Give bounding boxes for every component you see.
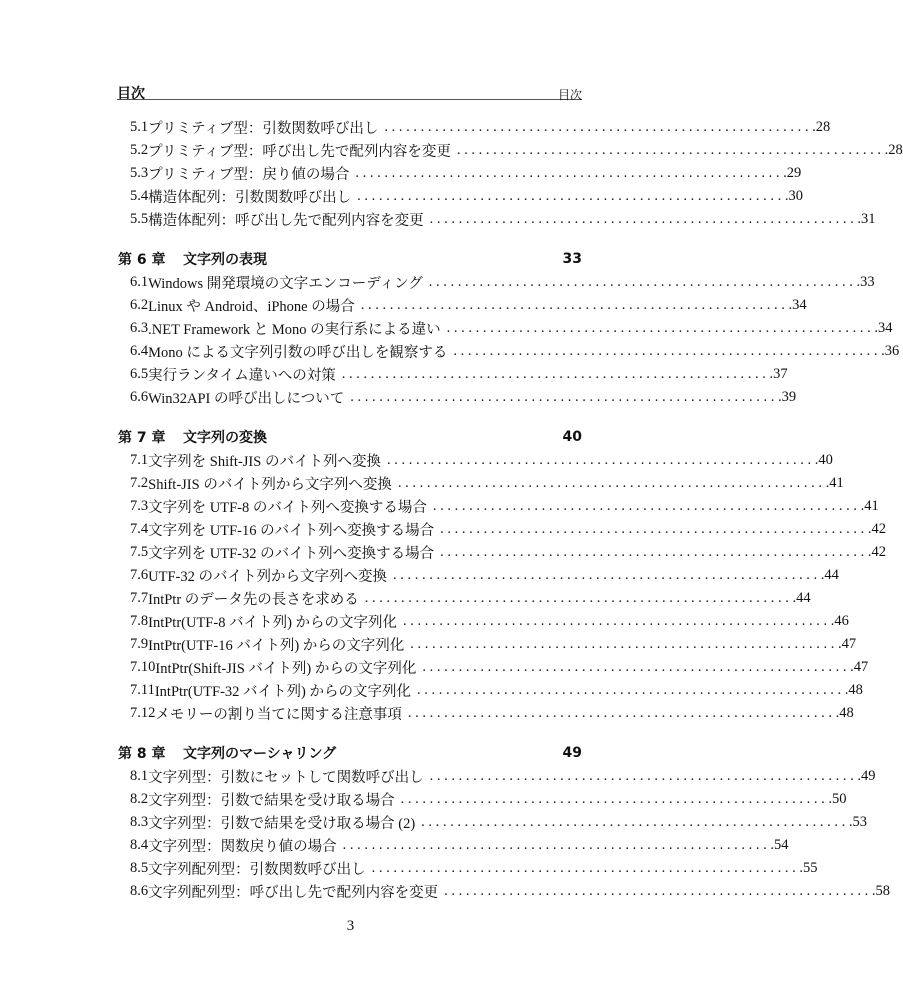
dot-leader: . . . . . . . . . . . . . . . . . . . . . . . . . . . . . . . . . . . . . . . . . . . . . . . . . . . . . . . . . . . . — [355, 165, 787, 181]
entry-page: 34 — [792, 297, 807, 313]
entry-title: 文字列の表現 — [183, 251, 267, 268]
toc-section-entry[interactable] — [117, 472, 844, 495]
entry-number: 7.2 — [130, 475, 149, 491]
entry-title: 文字列配列型：呼び出し先で配列内容を変更 — [148, 885, 439, 901]
dot-leader: . . . . . . . . . . . . . . . . . . . . . . . . . . . . . . . . . . . . . . . . . . . . . . . . . . . . . . . . . . . . — [403, 613, 835, 629]
dot-leader: . . . . . . . . . . . . . . . . . . . . . . . . . . . . . . . . . . . . . . . . . . . . . . . . . . . . . . . . . . . . — [386, 452, 819, 468]
entry-title: 文字列型：関数戻り値の場合 — [148, 839, 337, 855]
entry-page: 49 — [562, 744, 582, 761]
entry-number: 7.9 — [130, 636, 149, 652]
dot-leader: . . . . . . . . . . . . . . . . . . . . . . . . . . . . . . . . . . . . . . . . . . . . . . . . . . . . . . . . . . . . — [444, 883, 876, 899]
toc-section-entry[interactable] — [117, 788, 847, 811]
entry-number: 6.1 — [130, 274, 149, 290]
table-of-contents — [117, 116, 903, 903]
toc-section-entry[interactable] — [117, 271, 875, 294]
entry-number: 7.10 — [130, 659, 156, 675]
entry-title: プリミティブ型：戻り値の場合 — [148, 167, 350, 183]
entry-number: 7.11 — [130, 682, 155, 698]
entry-number: 7.3 — [130, 498, 149, 514]
dot-leader: . . . . . . . . . . . . . . . . . . . . . . . . . . . . . . . . . . . . . . . . . . . . . . . . . . . . . . . . . . . . — [446, 320, 879, 336]
entry-title: 文字列のマーシャリング — [183, 745, 337, 762]
entry-number: 6.3 — [130, 320, 149, 336]
entry-number: 第 7 章 — [118, 429, 166, 446]
entry-page: 49 — [861, 768, 876, 784]
entry-title: 文字列を Shift-JIS のバイト列へ変換 — [148, 454, 381, 470]
entry-title: 文字列型：引数で結果を受け取る場合 — [148, 793, 395, 809]
dot-leader: . . . . . . . . . . . . . . . . . . . . . . . . . . . . . . . . . . . . . . . . . . . . . . . . . . . . . . . . . . . . — [384, 119, 816, 135]
dot-leader: . . . . . . . . . . . . . . . . . . . . . . . . . . . . . . . . . . . . . . . . . . . . . . . . . . . . . . . . . . . . — [429, 768, 861, 784]
entry-page: 53 — [852, 814, 868, 830]
toc-section-entry[interactable] — [117, 317, 893, 340]
entry-number: 第 8 章 — [118, 745, 166, 762]
page-number: 3 — [346, 918, 355, 934]
toc-section-entry[interactable] — [117, 495, 879, 518]
entry-page: 42 — [871, 521, 886, 537]
dot-leader: . . . . . . . . . . . . . . . . . . . . . . . . . . . . . . . . . . . . . . . . . . . . . . . . . . . . . . . . . . . . — [440, 544, 872, 560]
toc-section-entry[interactable] — [117, 449, 833, 472]
dot-leader: . . . . . . . . . . . . . . . . . . . . . . . . . . . . . . . . . . . . . . . . . . . . . . . . . . . . . . . . . . . . — [341, 366, 774, 382]
toc-section-entry[interactable] — [117, 702, 854, 725]
dot-leader: . . . . . . . . . . . . . . . . . . . . . . . . . . . . . . . . . . . . . . . . . . . . . . . . . . . . . . . . . . . . — [350, 389, 782, 405]
entry-title: Shift-JIS のバイト列から文字列へ変換 — [148, 477, 392, 493]
entry-page: 55 — [803, 860, 818, 876]
toc-section-entry[interactable] — [117, 340, 900, 363]
entry-number: 7.4 — [130, 521, 149, 537]
entry-number: 6.6 — [130, 389, 149, 405]
entry-page: 36 — [884, 343, 900, 359]
toc-section-entry[interactable] — [117, 363, 788, 386]
entry-page: 40 — [562, 428, 582, 445]
toc-section-entry[interactable] — [117, 765, 876, 788]
entry-title: 構造体配列：呼び出し先で配列内容を変更 — [148, 213, 424, 229]
entry-number: 6.5 — [130, 366, 149, 382]
entry-page: 44 — [796, 590, 811, 606]
entry-page: 31 — [861, 211, 876, 227]
entry-number: 第 6 章 — [118, 251, 166, 268]
dot-leader: . . . . . . . . . . . . . . . . . . . . . . . . . . . . . . . . . . . . . . . . . . . . . . . . . . . . . . . . . . . . — [371, 860, 803, 876]
dot-leader: . . . . . . . . . . . . . . . . . . . . . . . . . . . . . . . . . . . . . . . . . . . . . . . . . . . . . . . . . . . . — [453, 343, 885, 359]
toc-chapter-entry[interactable] — [117, 246, 582, 271]
dot-leader: . . . . . . . . . . . . . . . . . . . . . . . . . . . . . . . . . . . . . . . . . . . . . . . . . . . . . . . . . . . . — [410, 636, 842, 652]
entry-page: 30 — [788, 188, 803, 204]
toc-section-entry[interactable] — [117, 386, 797, 409]
entry-title: IntPtr(UTF-16 バイト列) からの文字列化 — [148, 638, 405, 654]
entry-page: 58 — [875, 883, 890, 899]
entry-page: 41 — [829, 475, 844, 491]
entry-title: 文字列型：引数で結果を受け取る場合 (2) — [148, 816, 416, 832]
toc-section-entry[interactable] — [117, 656, 869, 679]
entry-number: 8.4 — [130, 837, 149, 853]
entry-number: 5.4 — [130, 188, 149, 204]
entry-title: 文字列型：引数にセットして関数呼び出し — [148, 770, 424, 786]
toc-section-entry[interactable] — [117, 834, 789, 857]
dot-leader: . . . . . . . . . . . . . . . . . . . . . . . . . . . . . . . . . . . . . . . . . . . . . . . . . . . . . . . . . . . . — [417, 682, 849, 698]
entry-number: 6.2 — [130, 297, 149, 313]
entry-page: 54 — [774, 837, 789, 853]
toc-chapter-entry[interactable] — [117, 424, 582, 449]
entry-title: 構造体配列：引数関数呼び出し — [148, 190, 352, 206]
entry-number: 8.6 — [130, 883, 149, 899]
entry-title: Windows 開発環境の文字エンコーディング — [148, 276, 423, 292]
entry-page: 40 — [818, 452, 833, 468]
entry-number: 7.12 — [130, 705, 156, 721]
toc-section-entry[interactable] — [117, 541, 886, 564]
entry-title: Win32API の呼び出しについて — [148, 391, 345, 407]
toc-section-entry[interactable] — [117, 679, 863, 702]
entry-number: 7.6 — [130, 567, 149, 583]
toc-section-entry[interactable] — [117, 162, 802, 185]
entry-page: 42 — [871, 544, 886, 560]
entry-title: プリミティブ型：呼び出し先で配列内容を変更 — [148, 144, 451, 160]
entry-page: 46 — [834, 613, 849, 629]
entry-title: Mono による文字列引数の呼び出しを観察する — [148, 345, 448, 361]
entry-number: 5.5 — [130, 211, 149, 227]
dot-leader: . . . . . . . . . . . . . . . . . . . . . . . . . . . . . . . . . . . . . . . . . . . . . . . . . . . . . . . . . . . . — [456, 142, 889, 158]
dot-leader: . . . . . . . . . . . . . . . . . . . . . . . . . . . . . . . . . . . . . . . . . . . . . . . . . . . . . . . . . . . . — [428, 274, 861, 290]
dot-leader: . . . . . . . . . . . . . . . . . . . . . . . . . . . . . . . . . . . . . . . . . . . . . . . . . . . . . . . . . . . . — [364, 590, 797, 606]
entry-number: 7.7 — [130, 590, 149, 606]
toc-section-entry[interactable] — [117, 294, 807, 317]
entry-title: 文字列を UTF-32 のバイト列へ変換する場合 — [148, 546, 435, 562]
entry-title: 文字列配列型：引数関数呼び出し — [148, 862, 366, 878]
entry-page: 28 — [888, 142, 903, 158]
dot-leader: . . . . . . . . . . . . . . . . . . . . . . . . . . . . . . . . . . . . . . . . . . . . . . . . . . . . . . . . . . . . — [422, 659, 854, 675]
dot-leader: . . . . . . . . . . . . . . . . . . . . . . . . . . . . . . . . . . . . . . . . . . . . . . . . . . . . . . . . . . . . — [407, 705, 840, 721]
toc-section-entry[interactable] — [117, 857, 818, 880]
toc-chapter-entry[interactable] — [117, 740, 582, 765]
toc-section-entry[interactable] — [117, 139, 903, 162]
dot-leader: . . . . . . . . . . . . . . . . . . . . . . . . . . . . . . . . . . . . . . . . . . . . . . . . . . . . . . . . . . . . — [392, 567, 825, 583]
toc-section-entry[interactable] — [117, 587, 811, 610]
toc-section-entry[interactable] — [117, 811, 868, 834]
header-title: 目次 — [117, 86, 145, 102]
entry-number: 8.2 — [130, 791, 149, 807]
entry-title: 文字列を UTF-8 のバイト列へ変換する場合 — [148, 500, 427, 516]
toc-section-entry[interactable] — [117, 564, 839, 587]
dot-leader: . . . . . . . . . . . . . . . . . . . . . . . . . . . . . . . . . . . . . . . . . . . . . . . . . . . . . . . . . . . . — [440, 521, 872, 537]
entry-page: 47 — [841, 636, 857, 652]
entry-page: 48 — [848, 682, 863, 698]
entry-page: 28 — [815, 119, 831, 135]
entry-number: 8.3 — [130, 814, 149, 830]
entry-number: 7.8 — [130, 613, 149, 629]
dot-leader: . . . . . . . . . . . . . . . . . . . . . . . . . . . . . . . . . . . . . . . . . . . . . . . . . . . . . . . . . . . . — [400, 791, 832, 807]
entry-page: 50 — [832, 791, 847, 807]
entry-title: プリミティブ型：引数関数呼び出し — [148, 121, 379, 137]
toc-section-entry[interactable] — [117, 610, 849, 633]
entry-number: 5.1 — [130, 119, 149, 135]
toc-section-entry[interactable] — [117, 518, 886, 541]
entry-title: UTF-32 のバイト列から文字列へ変換 — [148, 569, 387, 585]
dot-leader: . . . . . . . . . . . . . . . . . . . . . . . . . . . . . . . . . . . . . . . . . . . . . . . . . . . . . . . . . . . . — [342, 837, 774, 853]
entry-number: 8.5 — [130, 860, 149, 876]
entry-number: 5.2 — [130, 142, 149, 158]
entry-number: 7.1 — [130, 452, 149, 468]
entry-title: 文字列の変換 — [183, 429, 267, 446]
dot-leader: . . . . . . . . . . . . . . . . . . . . . . . . . . . . . . . . . . . . . . . . . . . . . . . . . . . . . . . . . . . . — [421, 814, 853, 830]
entry-title: .NET Framework と Mono の実行系による違い — [148, 322, 441, 338]
entry-page: 41 — [864, 498, 879, 514]
toc-section-entry[interactable] — [117, 208, 876, 231]
dot-leader: . . . . . . . . . . . . . . . . . . . . . . . . . . . . . . . . . . . . . . . . . . . . . . . . . . . . . . . . . . . . — [432, 498, 865, 514]
entry-page: 39 — [781, 389, 797, 405]
toc-section-entry[interactable] — [117, 185, 803, 208]
entry-title: IntPtr のデータ先の長さを求める — [148, 592, 359, 608]
entry-page: 29 — [786, 165, 802, 181]
entry-title: IntPtr(UTF-32 バイト列) からの文字列化 — [154, 684, 411, 700]
entry-number: 6.4 — [130, 343, 149, 359]
entry-title: 文字列を UTF-16 のバイト列へ変換する場合 — [148, 523, 435, 539]
toc-section-entry[interactable] — [117, 633, 857, 656]
dot-leader: . . . . . . . . . . . . . . . . . . . . . . . . . . . . . . . . . . . . . . . . . . . . . . . . . . . . . . . . . . . . — [429, 211, 861, 227]
running-header — [117, 83, 582, 100]
entry-title: 実行ランタイム違いへの対策 — [148, 368, 336, 384]
entry-title: IntPtr(UTF-8 バイト列) からの文字列化 — [148, 615, 398, 631]
entry-page: 47 — [853, 659, 869, 675]
entry-page: 48 — [839, 705, 854, 721]
entry-number: 7.5 — [130, 544, 149, 560]
entry-page: 37 — [773, 366, 788, 382]
dot-leader: . . . . . . . . . . . . . . . . . . . . . . . . . . . . . . . . . . . . . . . . . . . . . . . . . . . . . . . . . . . . — [357, 188, 789, 204]
toc-section-entry[interactable] — [117, 116, 831, 139]
entry-page: 44 — [824, 567, 839, 583]
entry-title: メモリーの割り当てに関する注意事項 — [155, 707, 402, 723]
entry-title: Linux や Android、iPhone の場合 — [148, 299, 355, 315]
entry-number: 5.3 — [130, 165, 149, 181]
toc-section-entry[interactable] — [117, 880, 890, 903]
dot-leader: . . . . . . . . . . . . . . . . . . . . . . . . . . . . . . . . . . . . . . . . . . . . . . . . . . . . . . . . . . . . — [397, 475, 830, 491]
entry-page: 33 — [860, 274, 875, 290]
entry-page: 33 — [562, 250, 582, 267]
entry-number: 8.1 — [130, 768, 149, 784]
header-right-mark: 目次 — [557, 88, 582, 102]
entry-page: 34 — [878, 320, 893, 336]
dot-leader: . . . . . . . . . . . . . . . . . . . . . . . . . . . . . . . . . . . . . . . . . . . . . . . . . . . . . . . . . . . . — [360, 297, 793, 313]
entry-title: IntPtr(Shift-JIS バイト列) からの文字列化 — [155, 661, 417, 677]
